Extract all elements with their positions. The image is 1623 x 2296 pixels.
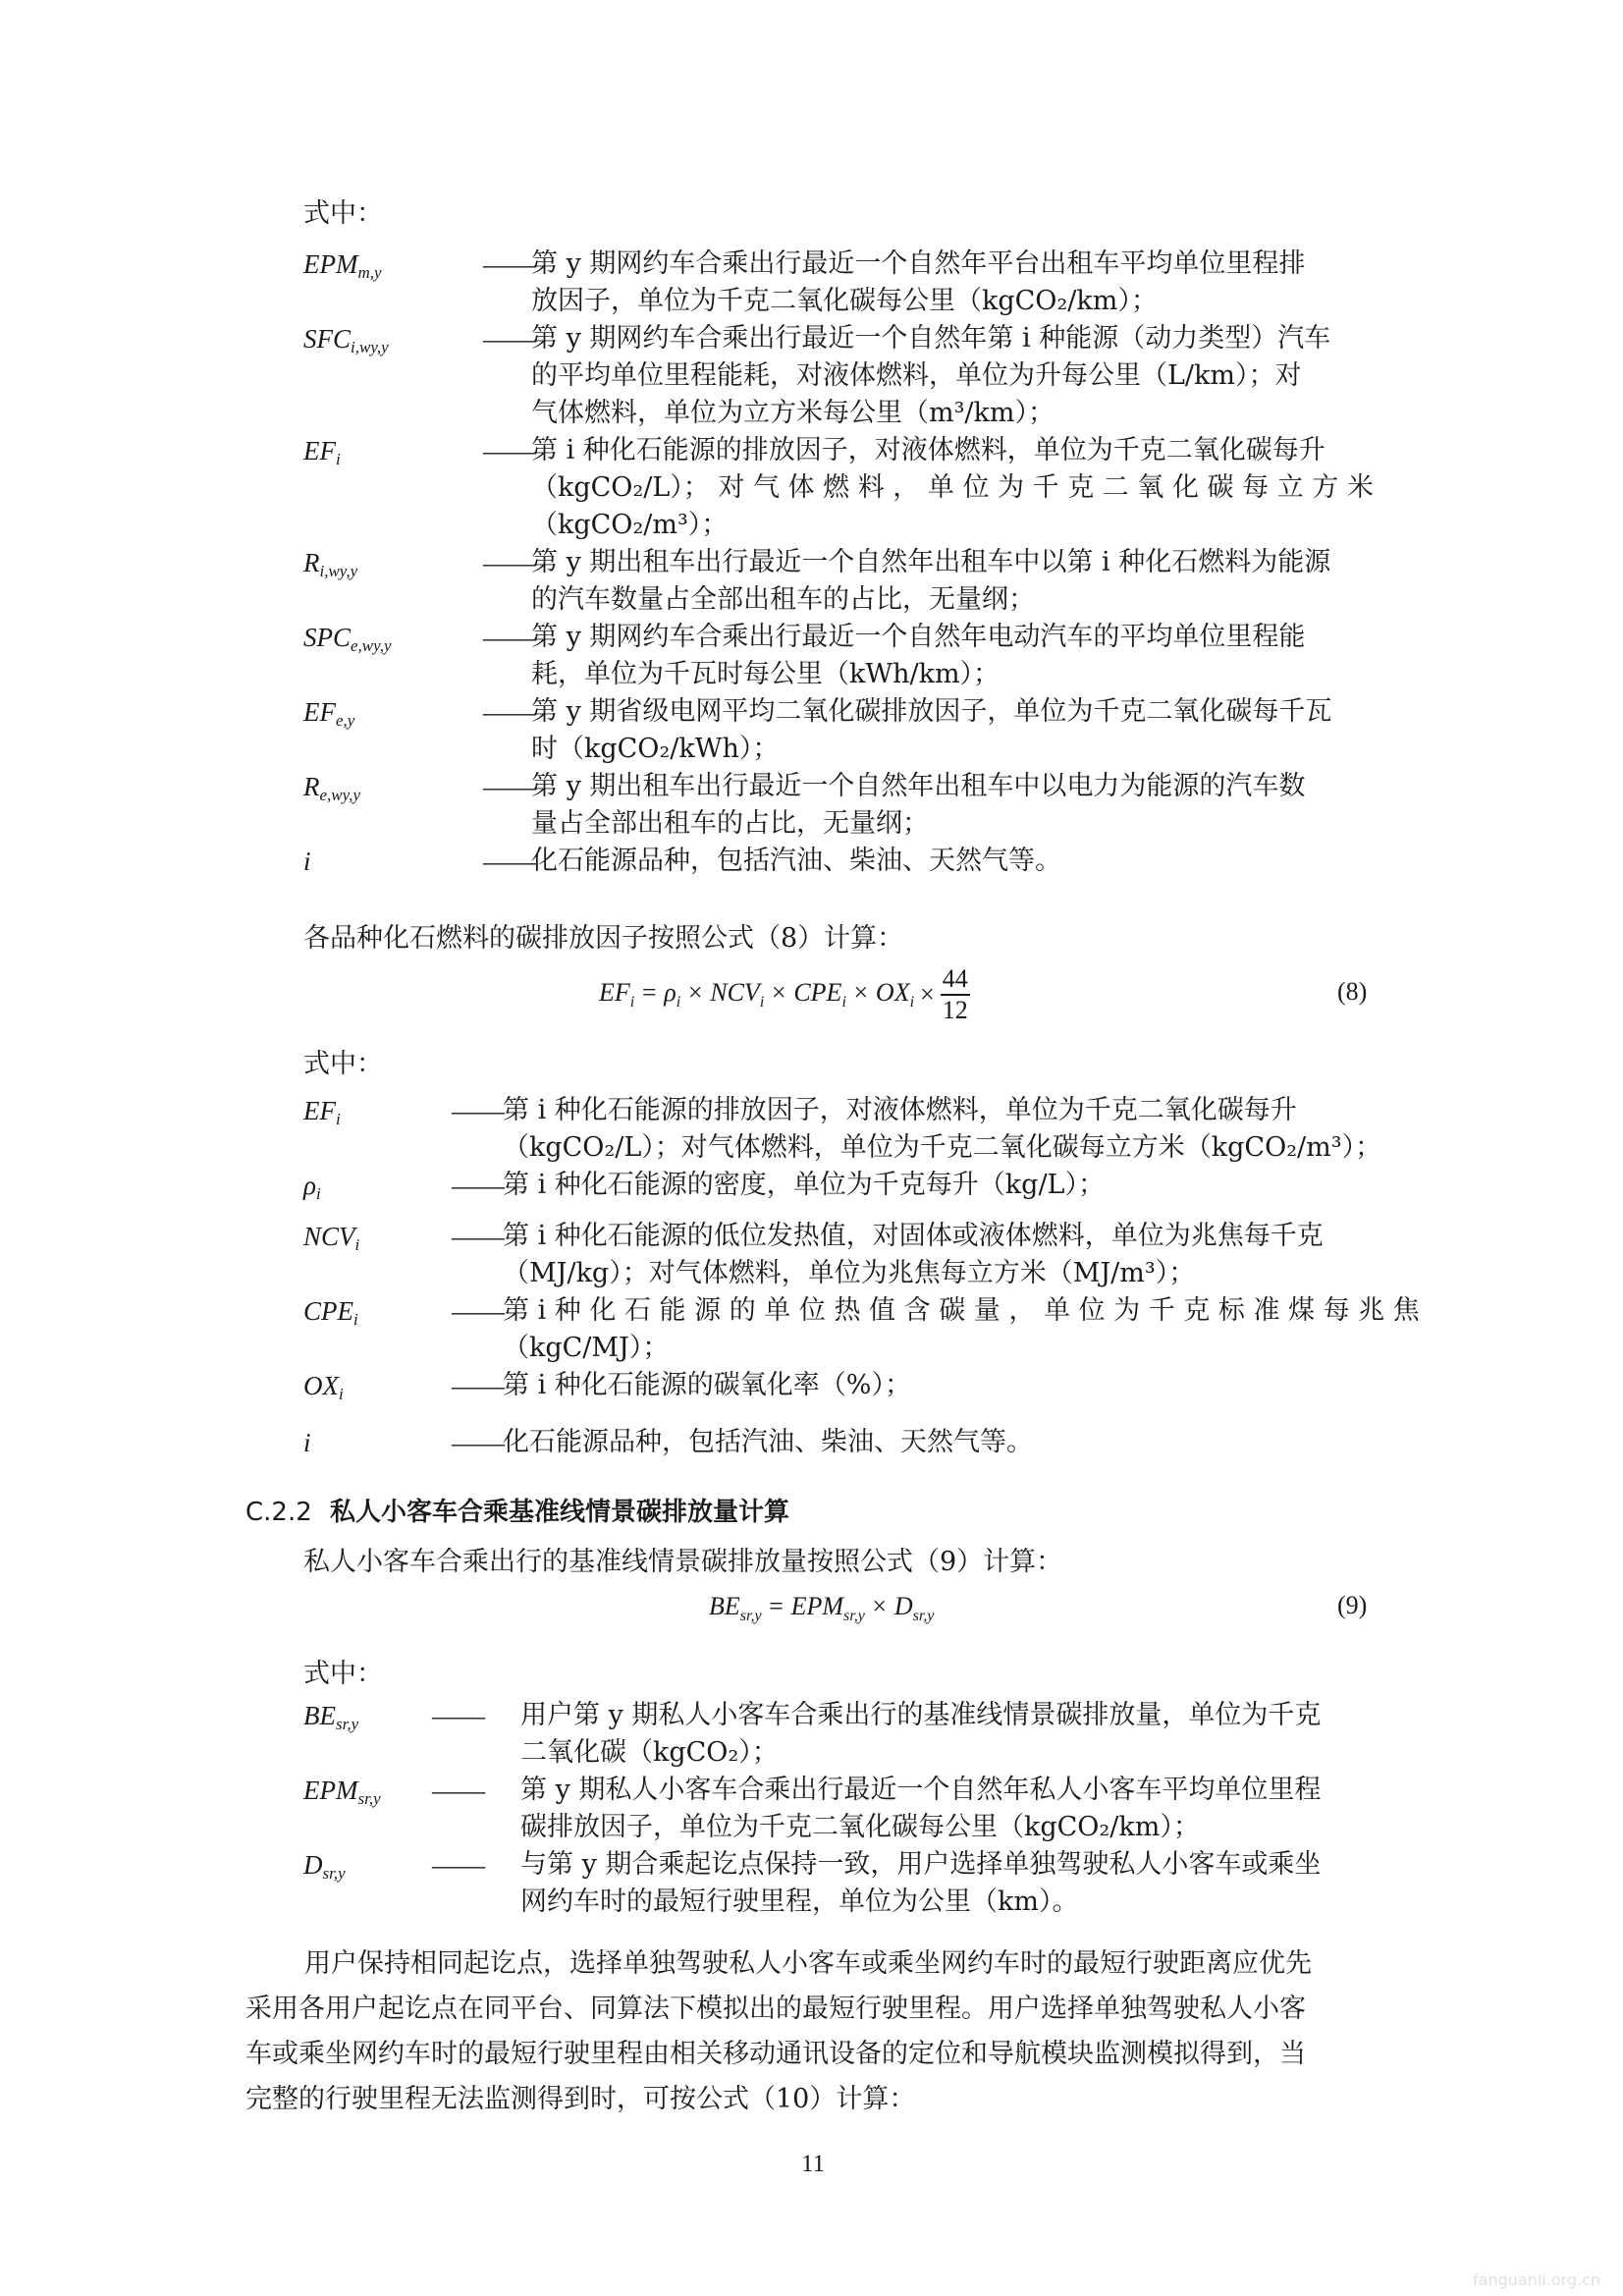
definition-text bbox=[503, 1367, 911, 1404]
variable-symbol bbox=[303, 619, 392, 665]
em-dash: —— bbox=[432, 1701, 485, 1730]
fraction-denominator: 12 bbox=[942, 996, 968, 1024]
variable-symbol bbox=[303, 1367, 344, 1413]
definition-line: 第 y 期网约车合乘出行最近一个自然年第 i 种能源（动力类型）汽车 bbox=[531, 323, 1331, 354]
em-dash: —— bbox=[452, 1222, 505, 1251]
definition-line: 第 i 种化石能源的密度，单位为千克每升（kg/L）； bbox=[503, 1170, 1105, 1200]
definition-text bbox=[531, 432, 1374, 544]
section-heading bbox=[245, 1494, 789, 1531]
em-dash: —— bbox=[483, 623, 536, 652]
variable-symbol bbox=[303, 843, 311, 889]
symbol-main: i bbox=[303, 1428, 311, 1457]
definition-line: 第 i 种化石能源的排放因子，对液体燃料，单位为千克二氧化碳每升 bbox=[503, 1095, 1297, 1125]
definition-line: 第 y 期私人小客车合乘出行最近一个自然年私人小客车平均单位里程 bbox=[520, 1775, 1322, 1805]
em-dash: —— bbox=[483, 324, 536, 354]
symbol-main: i bbox=[303, 847, 311, 876]
em-dash: —— bbox=[452, 1096, 505, 1125]
definition-text bbox=[503, 1424, 1033, 1461]
definition-text bbox=[531, 246, 1305, 320]
formula-9: $BE_{sr,y}$ = $EPM_{sr,y}$ × $D_{sr,y}$ bbox=[709, 1591, 935, 1625]
symbol-main: EF bbox=[303, 1096, 336, 1125]
em-dash: —— bbox=[452, 1171, 505, 1200]
symbol-subscript: i bbox=[339, 1385, 344, 1403]
definition-line: 与第 y 期合乘起讫点保持一致，用户选择单独驾驶私人小客车或乘坐 bbox=[520, 1849, 1322, 1880]
em-dash: —— bbox=[483, 249, 536, 279]
symbol-main: R bbox=[303, 548, 320, 577]
definition-line: 网约车时的最短行驶里程，单位为公里（km）。 bbox=[520, 1886, 1079, 1917]
variable-symbol bbox=[303, 1772, 381, 1818]
where-label-2: 式中： bbox=[303, 1049, 383, 1079]
symbol-subscript: e,y bbox=[336, 711, 355, 730]
where-label-3: 式中： bbox=[303, 1659, 383, 1689]
symbol-main: BE bbox=[303, 1701, 336, 1730]
definition-text bbox=[520, 1772, 1321, 1846]
symbol-subscript: i bbox=[336, 450, 341, 468]
definition-text bbox=[503, 1092, 1381, 1167]
definition-line: 第 i 种化石能源的排放因子，对液体燃料，单位为千克二氧化碳每升 bbox=[531, 435, 1325, 465]
em-dash: —— bbox=[452, 1428, 505, 1457]
definition-line: （kgCO₂/L）；对气体燃料，单位为千克二氧化碳每立方米（kgCO₂/m³）； bbox=[503, 1132, 1382, 1163]
symbol-main: D bbox=[303, 1850, 323, 1880]
symbol-main: EF bbox=[303, 436, 336, 465]
definition-line: 气体燃料，单位为立方米每公里（m³/km）； bbox=[531, 398, 1055, 428]
em-dash: —— bbox=[483, 847, 536, 876]
symbol-subscript: e,wy,y bbox=[319, 786, 361, 804]
variable-symbol bbox=[303, 1846, 346, 1892]
symbol-subscript: i bbox=[354, 1235, 360, 1254]
definition-line: 时（kgCO₂/kWh）； bbox=[531, 734, 780, 764]
variable-symbol bbox=[303, 432, 341, 478]
symbol-main: EF bbox=[303, 697, 336, 727]
symbol-subscript: i,wy,y bbox=[351, 338, 389, 356]
formula-9-number: (9) bbox=[1337, 1591, 1368, 1619]
symbol-main: SPC bbox=[303, 623, 352, 652]
definition-text bbox=[531, 320, 1330, 432]
symbol-main: CPE bbox=[303, 1296, 353, 1326]
definition-line: 第 y 期出租车出行最近一个自然年出租车中以电力为能源的汽车数 bbox=[531, 771, 1306, 801]
symbol-subscript: i bbox=[353, 1310, 358, 1329]
variable-symbol bbox=[303, 1424, 311, 1470]
definition-text bbox=[503, 1292, 1420, 1367]
definition-line: 的汽车数量占全部出租车的占比，无量纲； bbox=[531, 584, 1035, 615]
definition-line: 用户第 y 期私人小客车合乘出行的基准线情景碳排放量，单位为千克 bbox=[520, 1700, 1322, 1730]
symbol-main: ρ bbox=[303, 1171, 316, 1200]
symbol-subscript: e,wy,y bbox=[351, 636, 392, 655]
definition-line: 第 i 种 化 石 能 源 的 单 位 热 值 含 碳 量 ， 单 位 为 千 克 标 准 煤 每 兆 焦 bbox=[503, 1295, 1420, 1326]
definition-text bbox=[531, 768, 1305, 843]
formula-8-lhs: EF bbox=[599, 977, 630, 1007]
definition-line: 第 i 种化石能源的碳氧化率（%）； bbox=[503, 1370, 911, 1400]
em-dash: —— bbox=[483, 548, 536, 577]
definition-text bbox=[503, 1167, 1105, 1204]
definition-line: 第 i 种化石能源的低位发热值，对固体或液体燃料，单位为兆焦每千克 bbox=[503, 1221, 1324, 1251]
symbol-main: R bbox=[303, 772, 320, 801]
paragraph-line: 采用各用户起讫点在同平台、同算法下模拟出的最短行驶里程。用户选择单独驾驶私人小客 bbox=[245, 1994, 1306, 2024]
symbol-subscript: i,wy,y bbox=[319, 562, 358, 580]
definition-line: （MJ/kg）；对气体燃料，单位为兆焦每立方米（MJ/m³）； bbox=[503, 1258, 1196, 1288]
formula-8-fraction bbox=[941, 964, 970, 1025]
where-label-1: 式中： bbox=[303, 198, 383, 229]
definition-line: 放因子，单位为千克二氧化碳每公里（kgCO₂/km）； bbox=[531, 286, 1158, 316]
definition-text bbox=[531, 544, 1330, 619]
page-number: 11 bbox=[801, 2151, 826, 2177]
definition-line: 耗，单位为千瓦时每公里（kWh/km）； bbox=[531, 659, 1001, 689]
definition-line: 量占全部出租车的占比，无量纲； bbox=[531, 808, 929, 839]
formula-8-intro: 各品种化石燃料的碳排放因子按照公式（8）计算： bbox=[303, 923, 904, 954]
definition-line: 化石能源品种，包括汽油、柴油、天然气等。 bbox=[531, 846, 1061, 876]
symbol-subscript: m,y bbox=[357, 263, 382, 282]
symbol-main: NCV bbox=[303, 1222, 355, 1251]
symbol-subscript: sr,y bbox=[357, 1789, 381, 1808]
paragraph-line: 完整的行驶里程无法监测得到时，可按公式（10）计算： bbox=[245, 2084, 916, 2114]
variable-symbol bbox=[303, 1167, 321, 1213]
symbol-main: EPM bbox=[303, 1776, 358, 1805]
definition-line: （kgC/MJ）； bbox=[503, 1333, 670, 1363]
fraction-numerator: 44 bbox=[941, 964, 970, 996]
paragraph-line: 车或乘坐网约车时的最短行驶里程由相关移动通讯设备的定位和导航模块监测模拟得到，当 bbox=[245, 2039, 1306, 2069]
definition-line: 第 y 期网约车合乘出行最近一个自然年电动汽车的平均单位里程能 bbox=[531, 622, 1306, 652]
watermark: fanguanli.org.cn bbox=[1473, 2270, 1601, 2289]
formula-8-number: (8) bbox=[1337, 977, 1368, 1006]
definition-text bbox=[531, 843, 1061, 880]
definition-text bbox=[520, 1697, 1321, 1772]
definition-line: 化石能源品种，包括汽油、柴油、天然气等。 bbox=[503, 1427, 1033, 1457]
definition-line: 第 y 期网约车合乘出行最近一个自然年平台出租车平均单位里程排 bbox=[531, 248, 1306, 279]
em-dash: —— bbox=[483, 436, 536, 465]
definition-line: 第 y 期省级电网平均二氧化碳排放因子，单位为千克二氧化碳每千瓦 bbox=[531, 696, 1332, 727]
variable-symbol bbox=[303, 246, 382, 292]
em-dash: —— bbox=[452, 1371, 505, 1400]
symbol-subscript: i bbox=[315, 1184, 321, 1203]
definition-text bbox=[531, 619, 1305, 693]
variable-symbol bbox=[303, 320, 389, 366]
symbol-main: OX bbox=[303, 1371, 339, 1400]
symbol-main: EPM bbox=[303, 249, 358, 279]
paragraph-line: 用户保持相同起讫点，选择单独驾驶私人小客车或乘坐网约车时的最短行驶距离应优先 bbox=[304, 1948, 1312, 1979]
variable-symbol bbox=[303, 693, 354, 739]
definition-text bbox=[520, 1846, 1321, 1921]
symbol-subscript: sr,y bbox=[322, 1864, 346, 1883]
definition-text bbox=[531, 693, 1331, 768]
variable-symbol bbox=[303, 1218, 359, 1264]
em-dash: —— bbox=[483, 697, 536, 727]
body-paragraph bbox=[245, 1941, 1312, 2122]
definition-text bbox=[503, 1218, 1324, 1292]
definition-line: 二氧化碳（kgCO₂）； bbox=[520, 1737, 779, 1768]
definition-line: （kgCO₂/L）； 对 气 体 燃 料 ， 单 位 为 千 克 二 氧 化 碳 每 立 方 米 bbox=[531, 472, 1374, 503]
variable-symbol bbox=[303, 768, 360, 814]
definition-line: （kgCO₂/m³）； bbox=[531, 510, 729, 540]
variable-symbol bbox=[303, 544, 357, 590]
formula-8: $EF_i$ = $\rho_i$ × $NCV_i$ × $CPE_i$ × $OX_i$ × $\frac{44}{12}$ bbox=[599, 964, 968, 1024]
formula-9-intro: 私人小客车合乘出行的基准线情景碳排放量按照公式（9）计算： bbox=[303, 1547, 1063, 1577]
em-dash: —— bbox=[483, 772, 536, 801]
variable-symbol bbox=[303, 1092, 341, 1138]
definition-line: 的平均单位里程能耗，对液体燃料，单位为升每公里（L/km）；对 bbox=[531, 360, 1302, 391]
symbol-main: SFC bbox=[303, 324, 352, 354]
variable-symbol bbox=[303, 1697, 358, 1743]
variable-symbol bbox=[303, 1292, 358, 1339]
em-dash: —— bbox=[432, 1850, 485, 1880]
definition-line: 第 y 期出租车出行最近一个自然年出租车中以第 i 种化石燃料为能源 bbox=[531, 547, 1331, 577]
symbol-subscript: sr,y bbox=[336, 1715, 359, 1733]
symbol-subscript: i bbox=[336, 1110, 341, 1128]
definition-line: 碳排放因子，单位为千克二氧化碳每公里（kgCO₂/km）； bbox=[520, 1812, 1200, 1842]
section-number: C.2.2 bbox=[245, 1498, 312, 1527]
section-title: 私人小客车合乘基准线情景碳排放量计算 bbox=[330, 1498, 790, 1527]
em-dash: —— bbox=[452, 1296, 505, 1326]
em-dash: —— bbox=[432, 1776, 485, 1805]
